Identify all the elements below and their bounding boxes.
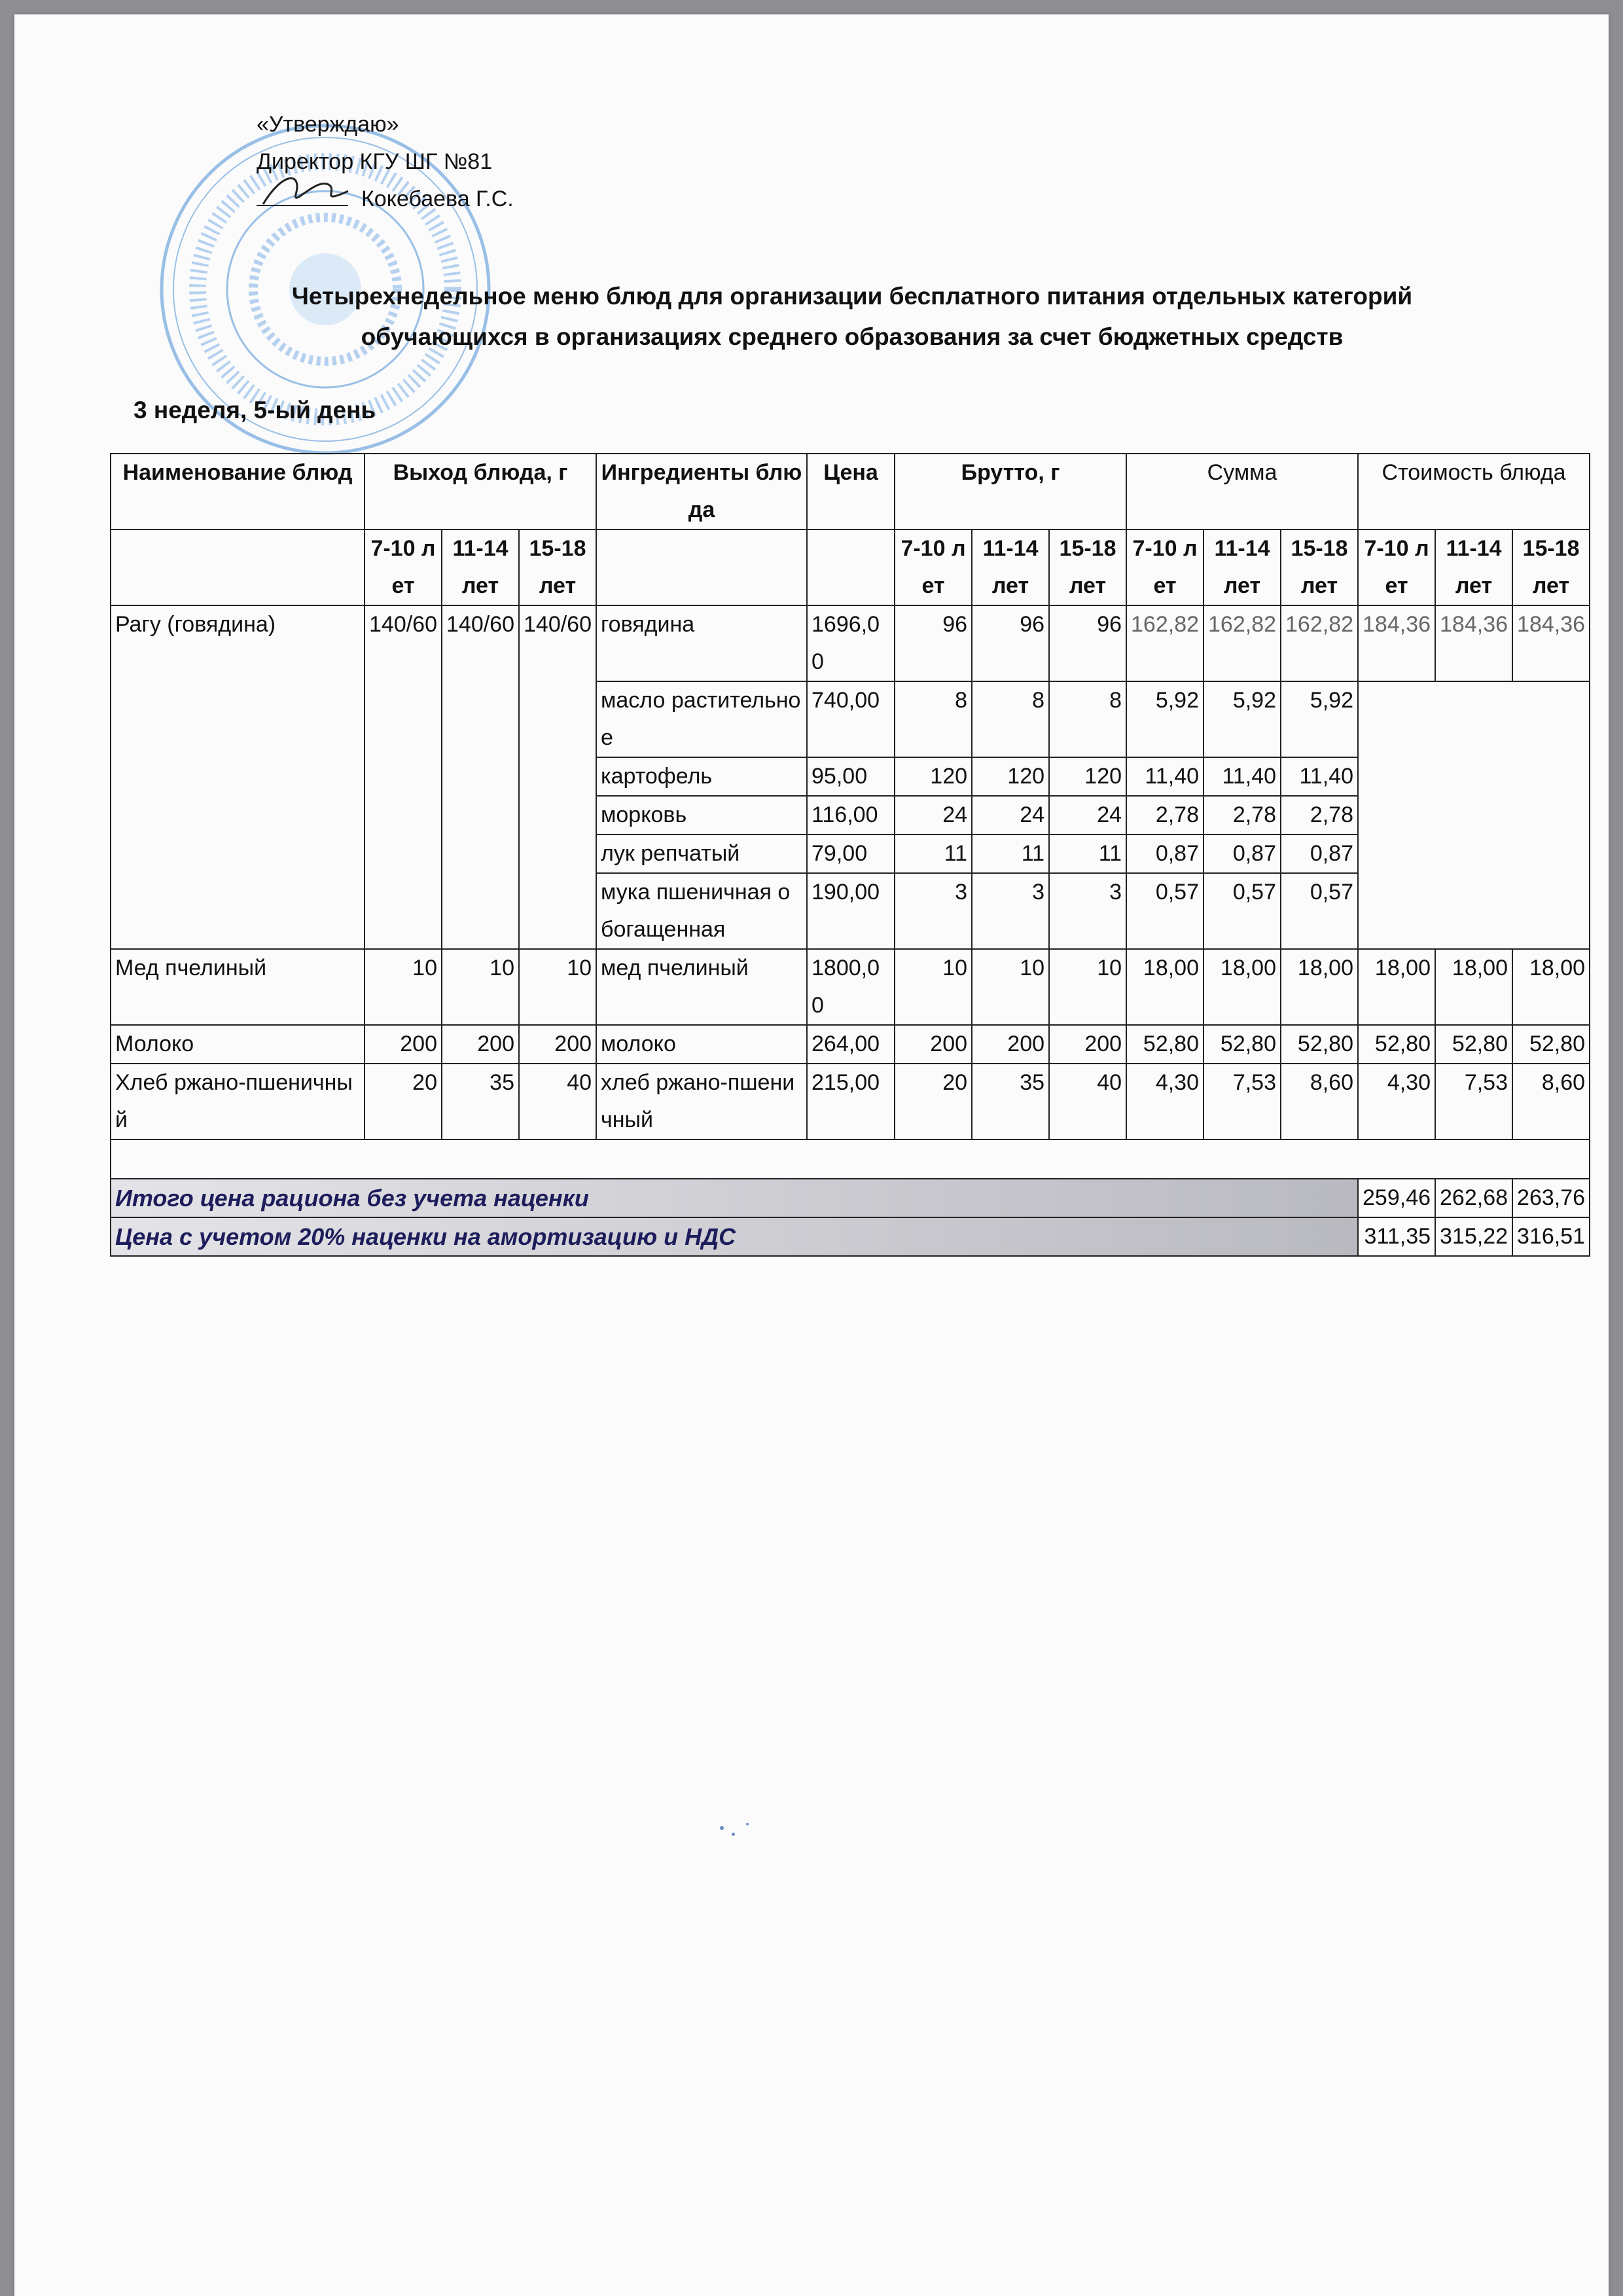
title-line-1: Четырехнедельное меню блюд для организации бесплатного питания отдельных категорий — [291, 283, 1413, 310]
empty-cell — [111, 529, 365, 605]
header-sum: Сумма — [1126, 454, 1358, 529]
scan-speck — [732, 1833, 735, 1836]
sum-value: 2,78 — [1281, 796, 1358, 834]
sum-value: 2,78 — [1204, 796, 1281, 834]
header-ingredients: Ингредиенты блюда — [596, 454, 807, 529]
cost-value: 52,80 — [1512, 1025, 1590, 1064]
sum-value: 5,92 — [1204, 681, 1281, 757]
dish-output: 20 — [365, 1064, 442, 1139]
total-value: 262,68 — [1435, 1179, 1512, 1217]
sum-value: 52,80 — [1281, 1025, 1358, 1064]
total-markup-value: 316,51 — [1512, 1217, 1590, 1256]
ingredient-name: картофель — [596, 757, 807, 796]
age-output-15-18: 15-18 лет — [519, 529, 596, 605]
dish-output: 10 — [365, 949, 442, 1025]
header-output: Выход блюда, г — [365, 454, 596, 529]
gross-value: 120 — [1049, 757, 1126, 796]
sum-value: 11,40 — [1204, 757, 1281, 796]
ingredient-price: 1800,00 — [807, 949, 895, 1025]
gross-value: 120 — [895, 757, 972, 796]
gross-value: 8 — [895, 681, 972, 757]
sum-value: 0,57 — [1204, 873, 1281, 949]
age-cost-15-18: 15-18 лет — [1512, 529, 1590, 605]
gross-value: 8 — [972, 681, 1049, 757]
spacer-row — [111, 1139, 1590, 1179]
ingredient-name: мука пшеничная обогащенная — [596, 873, 807, 949]
header-name: Наименование блюд — [111, 454, 365, 529]
sum-value: 2,78 — [1126, 796, 1204, 834]
sum-value: 0,87 — [1126, 834, 1204, 873]
title-line-2: обучающихся в организациях среднего образования за счет бюджетных средств — [361, 323, 1344, 350]
ingredient-name: говядина — [596, 605, 807, 681]
gross-value: 24 — [972, 796, 1049, 834]
cost-value: 52,80 — [1358, 1025, 1435, 1064]
gross-value: 3 — [895, 873, 972, 949]
table-row — [111, 1025, 1590, 1064]
cost-value: 8,60 — [1512, 1064, 1590, 1139]
total-markup-row — [111, 1217, 1590, 1256]
gross-value: 3 — [972, 873, 1049, 949]
gross-value: 8 — [1049, 681, 1126, 757]
gross-value: 200 — [895, 1025, 972, 1064]
approval-signatory — [257, 181, 514, 218]
dish-output: 10 — [519, 949, 596, 1025]
ingredient-name: морковь — [596, 796, 807, 834]
dish-name: Мед пчелиный — [111, 949, 365, 1025]
ingredient-name: масло растительное — [596, 681, 807, 757]
cost-value: 7,53 — [1435, 1064, 1512, 1139]
dish-output: 140/60 — [519, 605, 596, 949]
age-sum-11-14: 11-14 лет — [1204, 529, 1281, 605]
cost-value: 18,00 — [1435, 949, 1512, 1025]
ingredient-price: 215,00 — [807, 1064, 895, 1139]
cost-value: 4,30 — [1358, 1064, 1435, 1139]
total-value: 263,76 — [1512, 1179, 1590, 1217]
signature-line — [257, 205, 348, 206]
gross-value: 24 — [895, 796, 972, 834]
week-day-label: 3 неделя, 5-ый день — [134, 397, 376, 423]
age-gross-15-18: 15-18 лет — [1049, 529, 1126, 605]
header-price: Цена — [807, 454, 895, 529]
age-header-row — [111, 529, 1590, 605]
gross-value: 3 — [1049, 873, 1126, 949]
sum-value: 0,87 — [1281, 834, 1358, 873]
approval-position: Директор КГУ ШГ №81 — [257, 149, 493, 174]
table-row — [111, 605, 1590, 681]
sum-value: 4,30 — [1126, 1064, 1204, 1139]
gross-value: 96 — [1049, 605, 1126, 681]
signatory-name: Кокебаева Г.С. — [361, 187, 514, 211]
sum-value: 162,82 — [1204, 605, 1281, 681]
sum-value: 0,57 — [1281, 873, 1358, 949]
total-row — [111, 1179, 1590, 1217]
empty-cell — [111, 1139, 1590, 1179]
sum-value: 18,00 — [1281, 949, 1358, 1025]
ingredient-price: 116,00 — [807, 796, 895, 834]
dish-output: 35 — [442, 1064, 519, 1139]
menu-table — [110, 453, 1590, 1257]
ingredient-name: мед пчелиный — [596, 949, 807, 1025]
sum-value: 0,87 — [1204, 834, 1281, 873]
age-gross-7-10: 7-10 лет — [895, 529, 972, 605]
document-title — [132, 276, 1572, 357]
gross-value: 35 — [972, 1064, 1049, 1139]
gross-value: 10 — [895, 949, 972, 1025]
gross-value: 10 — [1049, 949, 1126, 1025]
header-cost: Стоимость блюда — [1358, 454, 1590, 529]
ingredient-price: 740,00 — [807, 681, 895, 757]
ingredient-price: 190,00 — [807, 873, 895, 949]
sum-value: 5,92 — [1281, 681, 1358, 757]
dish-output: 200 — [365, 1025, 442, 1064]
ingredient-name: молоко — [596, 1025, 807, 1064]
gross-value: 96 — [895, 605, 972, 681]
age-gross-11-14: 11-14 лет — [972, 529, 1049, 605]
gross-value: 200 — [1049, 1025, 1126, 1064]
empty-cell — [807, 529, 895, 605]
table-row — [111, 949, 1590, 1025]
sum-value: 18,00 — [1204, 949, 1281, 1025]
ingredient-price: 1696,00 — [807, 605, 895, 681]
scan-speck — [746, 1823, 749, 1825]
gross-value: 11 — [972, 834, 1049, 873]
cost-value: 184,36 — [1435, 605, 1512, 681]
dish-name: Молоко — [111, 1025, 365, 1064]
dish-output: 140/60 — [442, 605, 519, 949]
gross-value: 96 — [972, 605, 1049, 681]
ingredient-name: лук репчатый — [596, 834, 807, 873]
ingredient-price: 264,00 — [807, 1025, 895, 1064]
total-value: 259,46 — [1358, 1179, 1435, 1217]
total-markup-label: Цена с учетом 20% наценки на амортизацию и НДС — [111, 1217, 1358, 1256]
sum-value: 8,60 — [1281, 1064, 1358, 1139]
age-output-11-14: 11-14 лет — [442, 529, 519, 605]
dish-name: Рагу (говядина) — [111, 605, 365, 949]
dish-output: 40 — [519, 1064, 596, 1139]
age-cost-7-10: 7-10 лет — [1358, 529, 1435, 605]
sum-value: 52,80 — [1204, 1025, 1281, 1064]
ingredient-price: 79,00 — [807, 834, 895, 873]
table-row — [111, 1064, 1590, 1139]
header-row — [111, 454, 1590, 529]
gross-value: 120 — [972, 757, 1049, 796]
cost-value: 184,36 — [1512, 605, 1590, 681]
ingredient-name: хлеб ржано-пшеничный — [596, 1064, 807, 1139]
gross-value: 11 — [895, 834, 972, 873]
sum-value: 52,80 — [1126, 1025, 1204, 1064]
scan-speck — [720, 1826, 724, 1830]
dish-name: Хлеб ржано-пшеничный — [111, 1064, 365, 1139]
sum-value: 11,40 — [1281, 757, 1358, 796]
total-markup-value: 315,22 — [1435, 1217, 1512, 1256]
sum-value: 18,00 — [1126, 949, 1204, 1025]
age-output-7-10: 7-10 лет — [365, 529, 442, 605]
age-cost-11-14: 11-14 лет — [1435, 529, 1512, 605]
total-markup-value: 311,35 — [1358, 1217, 1435, 1256]
ingredient-price: 95,00 — [807, 757, 895, 796]
gross-value: 20 — [895, 1064, 972, 1139]
sum-value: 0,57 — [1126, 873, 1204, 949]
sum-value: 5,92 — [1126, 681, 1204, 757]
dish-output: 200 — [442, 1025, 519, 1064]
cost-value: 52,80 — [1435, 1025, 1512, 1064]
gross-value: 200 — [972, 1025, 1049, 1064]
cost-value: 18,00 — [1512, 949, 1590, 1025]
gross-value: 11 — [1049, 834, 1126, 873]
sum-value: 162,82 — [1126, 605, 1204, 681]
sum-value: 162,82 — [1281, 605, 1358, 681]
dish-output: 140/60 — [365, 605, 442, 949]
empty-cell — [596, 529, 807, 605]
cost-value: 18,00 — [1358, 949, 1435, 1025]
age-sum-15-18: 15-18 лет — [1281, 529, 1358, 605]
gross-value: 24 — [1049, 796, 1126, 834]
dish-output: 10 — [442, 949, 519, 1025]
total-label: Итого цена рациона без учета наценки — [111, 1179, 1358, 1217]
approval-block — [257, 106, 514, 218]
empty-cost-area — [1358, 681, 1590, 949]
sum-value: 11,40 — [1126, 757, 1204, 796]
approval-heading: «Утверждаю» — [257, 112, 399, 137]
gross-value: 40 — [1049, 1064, 1126, 1139]
gross-value: 10 — [972, 949, 1049, 1025]
cost-value: 184,36 — [1358, 605, 1435, 681]
dish-output: 200 — [519, 1025, 596, 1064]
age-sum-7-10: 7-10 лет — [1126, 529, 1204, 605]
header-gross: Брутто, г — [895, 454, 1126, 529]
sum-value: 7,53 — [1204, 1064, 1281, 1139]
